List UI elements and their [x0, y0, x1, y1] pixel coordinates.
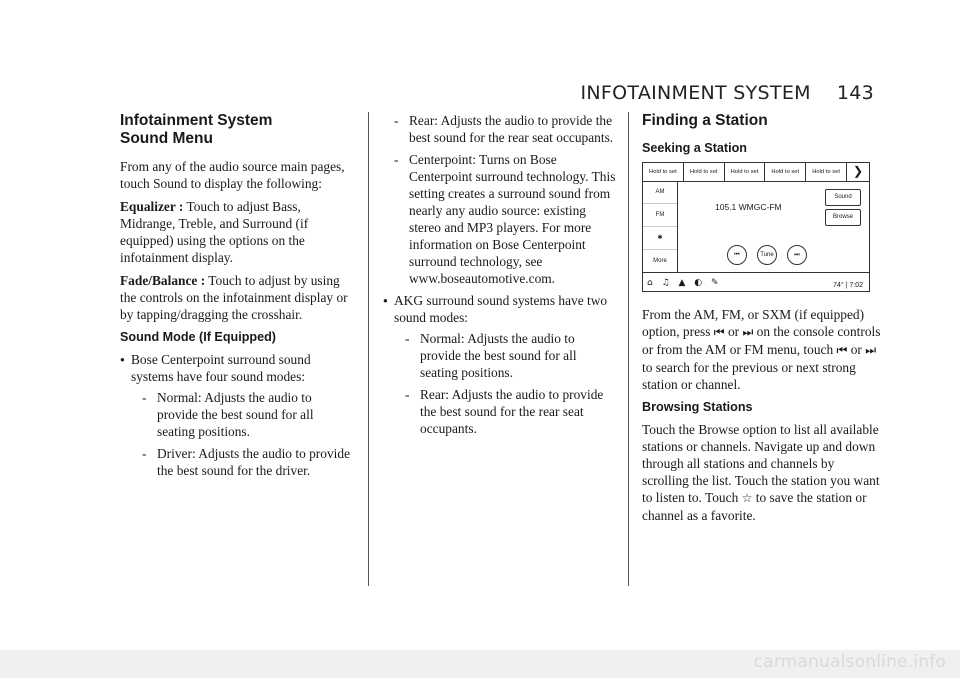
app-icons: ⌂ ♫ ▲ ◐ ✎ — [647, 278, 722, 288]
fade-text: Touch to adjust by using the controls on the infotainment display or by tapping/dragging the crosshair. — [120, 273, 348, 322]
fade-term: Fade/Balance : — [120, 273, 206, 288]
heading-line-1: Infotainment System — [120, 112, 273, 129]
sound-menu-heading — [120, 112, 352, 148]
browse-text-2: to save the station or channel as a favorite. — [642, 490, 867, 523]
column-2 — [383, 112, 616, 443]
section-title: INFOTAINMENT SYSTEM — [580, 82, 811, 104]
radio-screen-figure — [642, 162, 870, 292]
seek-forward-icon: ⏭ — [787, 245, 807, 265]
source-menu — [643, 181, 678, 273]
list-item — [120, 351, 352, 479]
bose-modes-continued — [383, 112, 616, 287]
preset-button: Hold to set — [806, 163, 847, 181]
list-item: - Driver: Adjusts the audio to provide the best sound for the driver. — [131, 445, 352, 479]
preset-button: Hold to set — [684, 163, 725, 181]
bose-bullet-text: Bose Centerpoint surround sound systems have four sound modes: — [131, 352, 311, 384]
seek-text-or-2: or — [847, 342, 866, 357]
list-item: - Rear: Adjusts the audio to provide the best sound for the rear seat occupants. — [383, 112, 616, 146]
akg-list — [383, 292, 616, 437]
equalizer-term: Equalizer : — [120, 199, 184, 214]
column-divider-2 — [628, 112, 629, 586]
running-header — [580, 82, 874, 104]
temperature: 74° — [833, 282, 844, 289]
source-am: AM — [643, 181, 677, 204]
preset-button: Hold to set — [765, 163, 806, 181]
list-item: - Normal: Adjusts the audio to provide the best sound for all seating positions. — [131, 389, 352, 440]
favorite-icon: ☆ — [741, 491, 753, 505]
finding-station-heading: Finding a Station — [642, 112, 768, 129]
bose-list — [120, 351, 352, 479]
bluetooth-icon: ✱ — [643, 227, 677, 250]
seek-forward-icon: ⏭ — [742, 325, 754, 339]
page-number: 143 — [836, 82, 874, 104]
browse-button: Browse — [825, 209, 861, 226]
list-item: - Rear: Adjusts the audio to provide the best sound for the rear seat occupants. — [394, 386, 616, 437]
source-more: More — [643, 250, 677, 273]
list-item — [383, 292, 616, 437]
status-info: 74° | 7:02 — [833, 282, 863, 289]
preset-button: Hold to set — [725, 163, 766, 181]
seek-back-icon: ⏮ — [727, 245, 747, 265]
watermark: carmanualsonline.info — [753, 652, 946, 672]
sound-mode-heading: Sound Mode (If Equipped) — [120, 330, 276, 344]
seek-back-icon: ⏮ — [713, 325, 725, 339]
column-3 — [642, 112, 882, 530]
akg-modes — [394, 330, 616, 437]
clock: 7:02 — [849, 282, 863, 289]
sound-button: Sound — [825, 189, 861, 206]
fade-paragraph — [120, 272, 352, 323]
column-1 — [120, 112, 352, 485]
list-item: - Centerpoint: Turns on Bose Centerpoint surround technology. This setting creates a surround sound from nearly any audio source: existing stereo and MP3 players. For more information on Bose Centerpoint surround technology, see www.boseautomotive.com. — [383, 151, 616, 287]
chevron-right-icon: ❯ — [852, 164, 864, 178]
status-bar — [643, 272, 869, 291]
home-icon: ⌂ — [647, 278, 656, 288]
akg-bullet-text: AKG surround sound systems have two sound modes: — [394, 293, 608, 325]
column-divider-1 — [368, 112, 369, 586]
browse-text-1: Touch the Browse option to list all available stations or channels. Navigate up and down through all stations and channels by scrolling the list. Touch the station you want to listen to. Touch — [642, 422, 880, 505]
tune-button: Tune — [757, 245, 777, 265]
seek-text-1: From the AM, FM, or SXM (if equipped) option, press — [642, 307, 865, 339]
equalizer-paragraph — [120, 198, 352, 266]
equalizer-text: Touch to adjust Bass, Midrange, Treble, and Surround (if equipped) using the options on the infotainment display. — [120, 199, 309, 265]
browse-paragraph — [642, 421, 882, 524]
seek-forward-icon: ⏭ — [865, 343, 877, 357]
bose-modes — [131, 389, 352, 479]
seek-paragraph — [642, 306, 882, 393]
source-fm: FM — [643, 204, 677, 227]
intro-paragraph: From any of the audio source main pages, touch Sound to display the following: — [120, 159, 345, 191]
preset-bar — [643, 163, 869, 182]
station-name: 105.1 WMGC-FM — [715, 202, 782, 212]
heading-line-2: Sound Menu — [120, 130, 213, 147]
seek-text-3: to search for the previous or next strong station or channel. — [642, 360, 856, 392]
seeking-heading: Seeking a Station — [642, 141, 747, 155]
list-item: - Normal: Adjusts the audio to provide the best sound for all seating positions. — [394, 330, 616, 381]
seek-text-2: on the console controls or from the AM or FM menu, touch — [642, 324, 881, 357]
preset-button: Hold to set — [643, 163, 684, 181]
seek-back-icon: ⏮ — [836, 343, 848, 357]
seek-text-or-1: or — [724, 324, 743, 339]
browsing-heading: Browsing Stations — [642, 400, 753, 414]
